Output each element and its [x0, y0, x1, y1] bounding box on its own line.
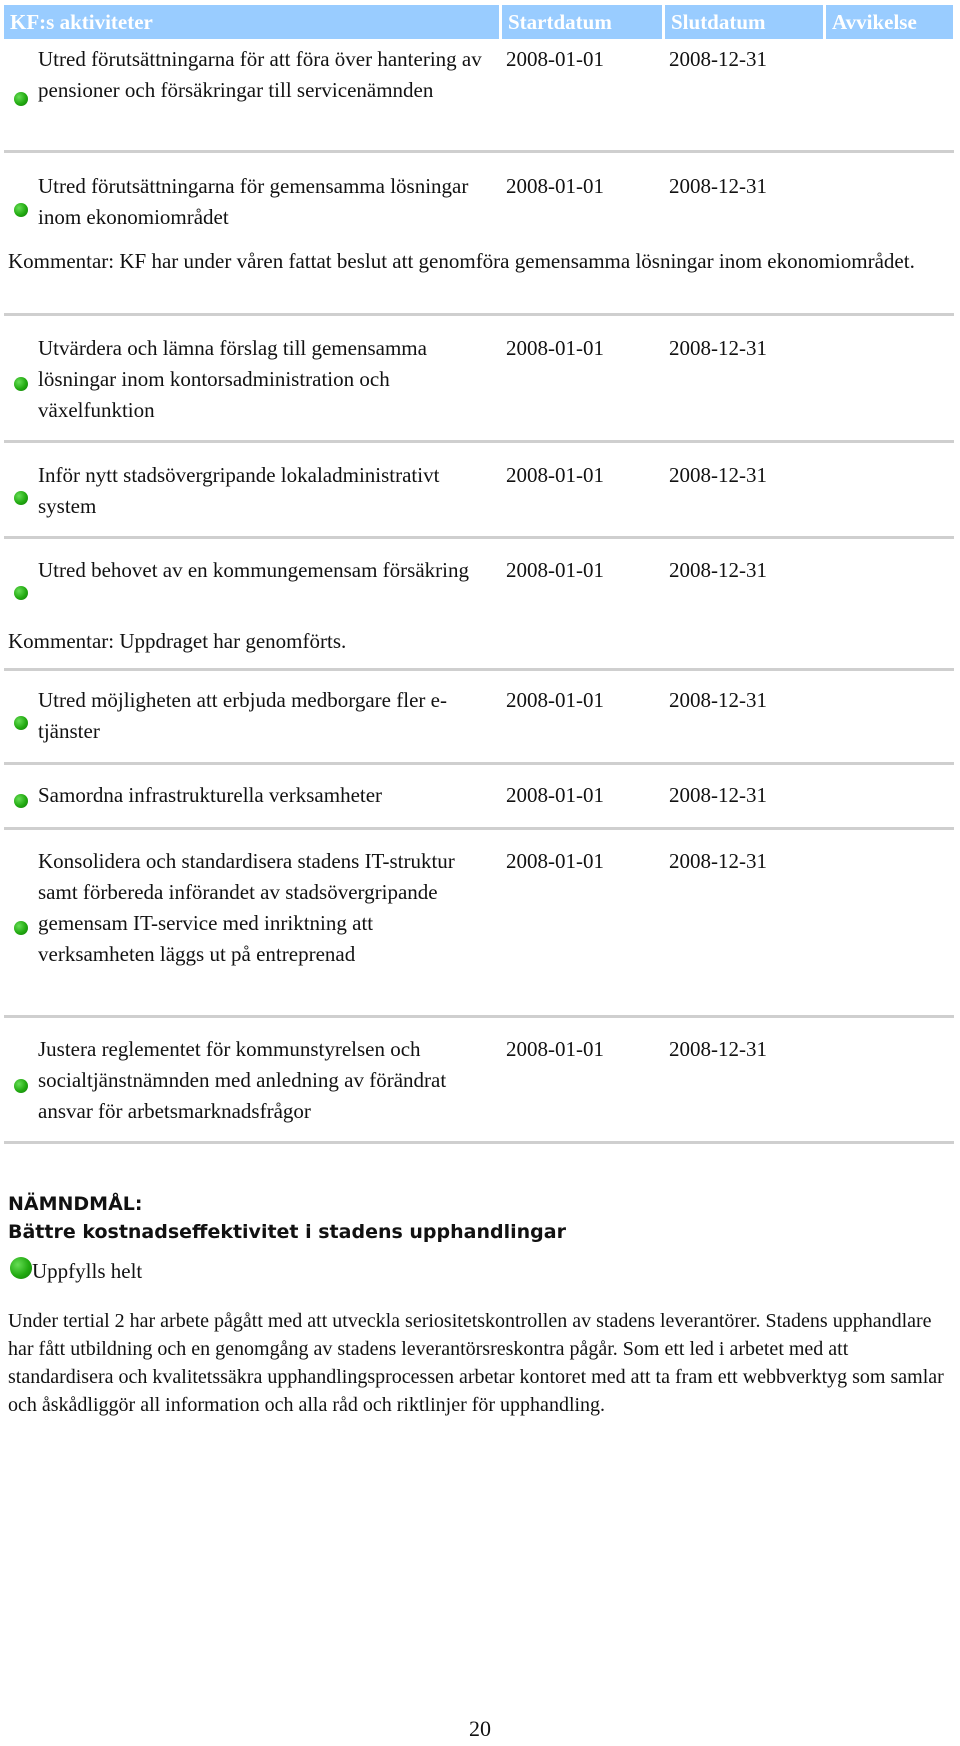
start-date: 2008-01-01: [506, 463, 604, 487]
end-date: 2008-12-31: [669, 463, 767, 487]
activity-text: Utred förutsättningarna för gemensamma lösningar inom ekonomiområdet: [38, 174, 469, 229]
row-divider: [4, 1015, 954, 1018]
row-divider: [4, 762, 954, 765]
start-date: 2008-01-01: [506, 849, 604, 873]
start-date: 2008-01-01: [506, 174, 604, 198]
status-green-icon: [14, 92, 28, 106]
activity-text: Inför nytt stadsövergripande lokaladministrativt system: [38, 463, 440, 518]
end-date: 2008-12-31: [669, 47, 767, 71]
start-date: 2008-01-01: [506, 47, 604, 71]
page-number: 20: [469, 1716, 491, 1741]
end-date: 2008-12-31: [669, 849, 767, 873]
activity-text: Justera reglementet för kommunstyrelsen och socialtjänstnämnden med anledning av förändrat ansvar för arbetsmarknadsfrågor: [38, 1037, 447, 1123]
goal-description: Under tertial 2 har arbete pågått med att utveckla seriositetskontrollen av stadens leverantörer. Stadens upphandlare har fått utbildning och en genomgång av stadens leverantörsreskontra pågår. Som ett led i arbetet med att standardisera och kvalitetssäkra upphandlingsprocessen arbetar kontoret med att ta fram ett webbverktyg som samlar och åskådliggör all information och alla råd och riktlinjer för upphandling.: [8, 1310, 944, 1416]
comment-text: Kommentar: Uppdraget har genomförts.: [8, 629, 347, 653]
status-green-icon: [14, 586, 28, 600]
end-date: 2008-12-31: [669, 783, 767, 807]
header-end-date: Slutdatum: [665, 5, 823, 39]
status-green-icon: [14, 377, 28, 391]
row-divider: [4, 313, 954, 316]
header-activities: KF:s aktiviteter: [4, 5, 499, 39]
goal-status-label: Uppfylls helt: [32, 1259, 143, 1283]
activity-text: Utvärdera och lämna förslag till gemensamma lösningar inom kontorsadministration och växelfunktion: [38, 336, 427, 422]
start-date: 2008-01-01: [506, 688, 604, 712]
start-date: 2008-01-01: [506, 336, 604, 360]
goal-title: Bättre kostnadseffektivitet i stadens upphandlingar: [8, 1221, 566, 1243]
activity-text: Samordna infrastrukturella verksamheter: [38, 783, 383, 807]
activity-text: Utred möjligheten att erbjuda medborgare fler e-tjänster: [38, 688, 447, 743]
start-date: 2008-01-01: [506, 783, 604, 807]
row-divider: [4, 827, 954, 830]
header-start-date: Startdatum: [502, 5, 662, 39]
end-date: 2008-12-31: [669, 1037, 767, 1061]
status-green-icon: [14, 1079, 28, 1093]
comment-text: Kommentar: KF har under våren fattat beslut att genomföra gemensamma lösningar inom ekonomiområdet.: [8, 249, 915, 273]
row-divider: [4, 440, 954, 443]
end-date: 2008-12-31: [669, 336, 767, 360]
activity-text: Utred förutsättningarna för att föra över hantering av pensioner och försäkringar till servicenämnden: [38, 47, 482, 102]
end-date: 2008-12-31: [669, 558, 767, 582]
end-date: 2008-12-31: [669, 174, 767, 198]
end-date: 2008-12-31: [669, 688, 767, 712]
row-divider: [4, 536, 954, 539]
start-date: 2008-01-01: [506, 1037, 604, 1061]
status-green-icon: [14, 921, 28, 935]
activity-text: Konsolidera och standardisera stadens IT-struktur samt förbereda införandet av stadsövergripande gemensam IT-service med inriktning att verksamheten läggs ut på entreprenad: [38, 849, 455, 966]
header-deviation: Avvikelse: [826, 5, 953, 39]
row-divider: [4, 1141, 954, 1144]
row-divider: [4, 668, 954, 671]
activity-text: Utred behovet av en kommungemensam försäkring: [38, 558, 469, 582]
status-green-icon: [14, 716, 28, 730]
goal-label: NÄMNDMÅL:: [8, 1193, 143, 1215]
row-divider: [4, 150, 954, 153]
status-green-icon: [10, 1257, 32, 1279]
table-header: [4, 5, 954, 39]
start-date: 2008-01-01: [506, 558, 604, 582]
status-green-icon: [14, 794, 28, 808]
status-green-icon: [14, 491, 28, 505]
status-green-icon: [14, 203, 28, 217]
